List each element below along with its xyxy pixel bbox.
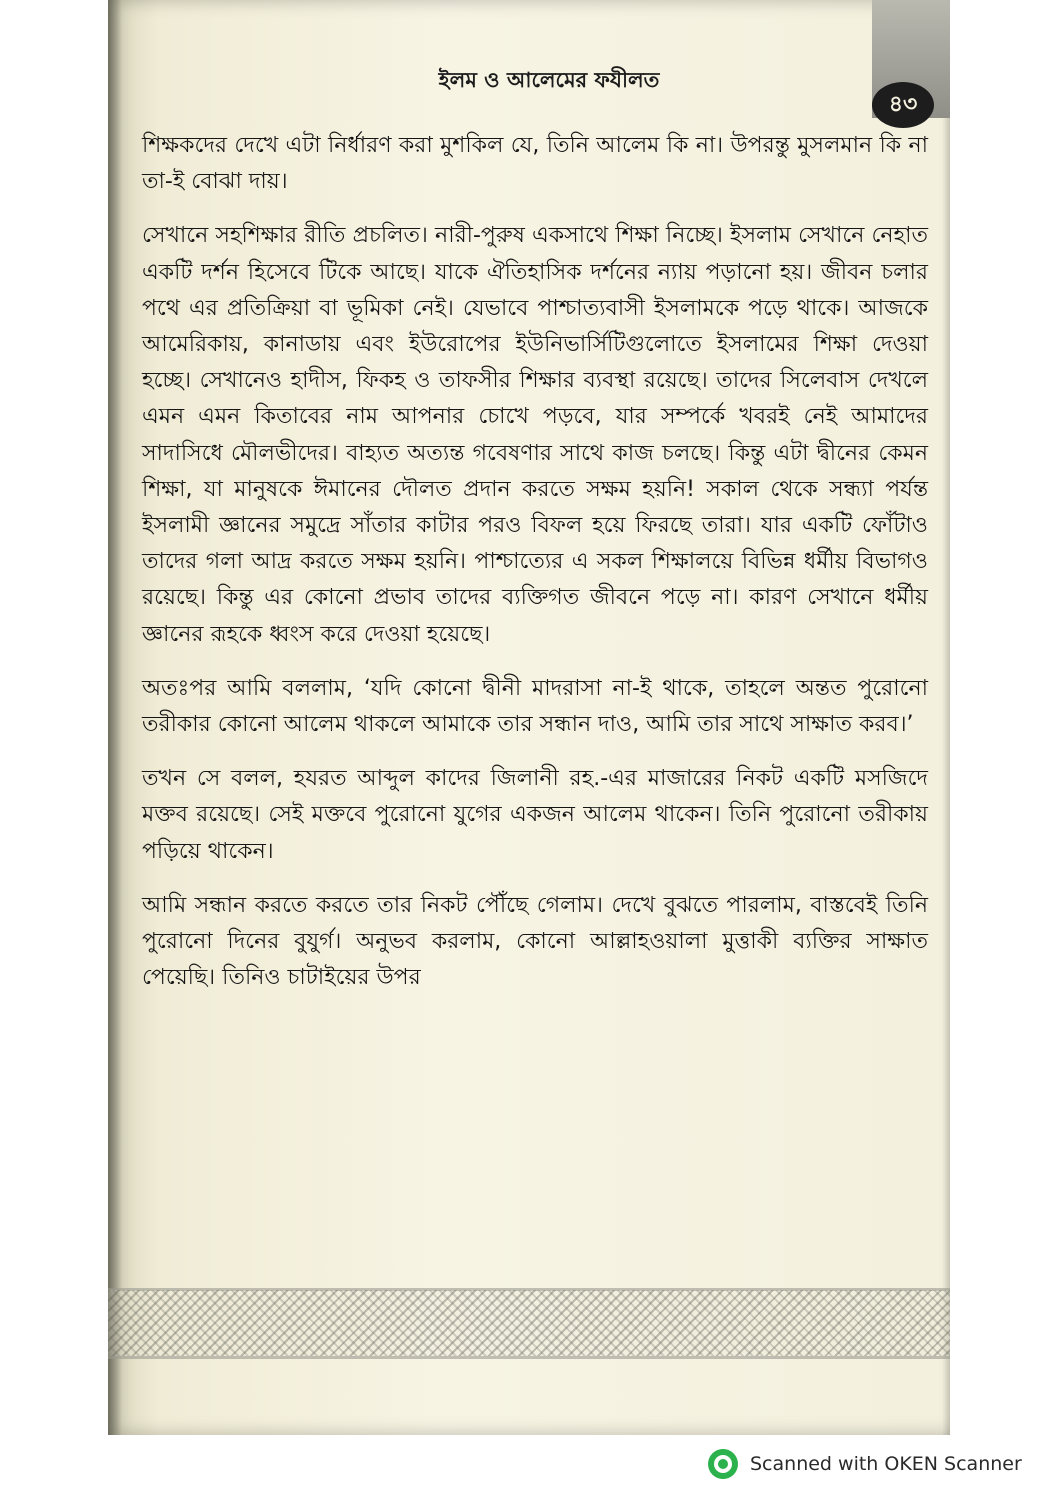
- decorative-ornament-band: [108, 1290, 950, 1356]
- scanner-watermark: [708, 1449, 1022, 1479]
- body-text: [142, 128, 928, 1014]
- page-number: ৪৩: [872, 82, 934, 128]
- watermark-text: Scanned with OKEN Scanner: [750, 1453, 1022, 1475]
- paragraph-3: অতঃপর আমি বললাম, ‘যদি কোনো দ্বীনী মাদরাসা না-ই থাকে, তাহলে অন্তত পুরোনো তরীকার কোনো আলেম থাকলে আমাকে তার সন্ধান দাও, আমি তার সাথে সাক্ষাত করব।’: [142, 675, 928, 738]
- spine-shadow: [108, 0, 122, 1435]
- paragraph-5: আমি সন্ধান করতে করতে তার নিকট পৌঁছে গেলাম। দেখে বুঝতে পারলাম, বাস্তবেই তিনি পুরোনো দিনের বুযুর্গ। অনুভব করলাম, কোনো আল্লাহওয়ালা মুত্তাকী ব্যক্তির সাক্ষাত পেয়েছি। তিনিও চাটাইয়ের উপর: [142, 892, 928, 991]
- paragraph-1: শিক্ষকদের দেখে এটা নির্ধারণ করা মুশকিল যে, তিনি আলেম কি না। উপরন্তু মুসলমান কি না তা-ই বোঝা দায়।: [142, 133, 928, 195]
- oken-logo-icon: [708, 1449, 738, 1479]
- ornament-border-bottom: [108, 1356, 950, 1359]
- scanned-page: [108, 0, 950, 1435]
- running-head: ইলম ও আলেমের ফযীলত: [438, 68, 660, 92]
- paragraph-4: তখন সে বলল, হযরত আব্দুল কাদের জিলানী রহ.-এর মাজারের নিকট একটি মসজিদে মক্তব রয়েছে। সেই মক্তবে পুরোনো যুগের একজন আলেম থাকেন। তিনি পুরোনো তরীকায় পড়িয়ে থাকেন।: [142, 766, 928, 864]
- paragraph-2: সেখানে সহশিক্ষার রীতি প্রচলিত। নারী-পুরুষ একসাথে শিক্ষা নিচ্ছে। ইসলাম সেখানে নেহাত একটি দর্শন হিসেবে টিকে আছে। যাকে ঐতিহাসিক দর্শনের ন্যায় পড়ানো হয়। জীবন চলার পথে এর প্রতিক্রিয়া বা ভূমিকা নেই। যেভাবে পাশ্চাত্যবাসী ইসলামকে পড়ে থাকে। আজকে আমেরিকায়, কানাডায় এবং ইউরোপের ইউনিভার্সিটিগুলোতে ইসলামের শিক্ষা দেওয়া হচ্ছে। সেখানেও হাদীস, ফিকহ ও তাফসীর শিক্ষার ব্যবস্থা রয়েছে। তাদের সিলেবাস দেখলে এমন এমন কিতাবের নাম আপনার চোখে পড়বে, যার সম্পর্কে খবরই নেই আমাদের সাদাসিধে মৌলভীদের। বাহ্যত অত্যন্ত গবেষণার সাথে কাজ চলছে। কিন্তু এটা দ্বীনের কেমন শিক্ষা, যা মানুষকে ঈমানের দৌলত প্রদান করতে সক্ষম হয়নি! সকাল থেকে সন্ধ্যা পর্যন্ত ইসলামী জ্ঞানের সমুদ্রে সাঁতার কাটার পরও বিফল হয়ে ফিরছে তারা। যার একটি ফোঁটাও তাদের গলা আদ্র করতে সক্ষম হয়নি। পাশ্চাত্যের এ সকল শিক্ষালয়ে বিভিন্ন ধর্মীয় বিভাগও রয়েছে। কিন্তু এর কোনো প্রভাব তাদের ব্যক্তিগত জীবনে পড়ে না। কারণ সেখানে ধর্মীয় জ্ঞানের রূহকে ধ্বংস করে দেওয়া হয়েছে।: [142, 223, 928, 647]
- page-edge: [942, 118, 950, 1435]
